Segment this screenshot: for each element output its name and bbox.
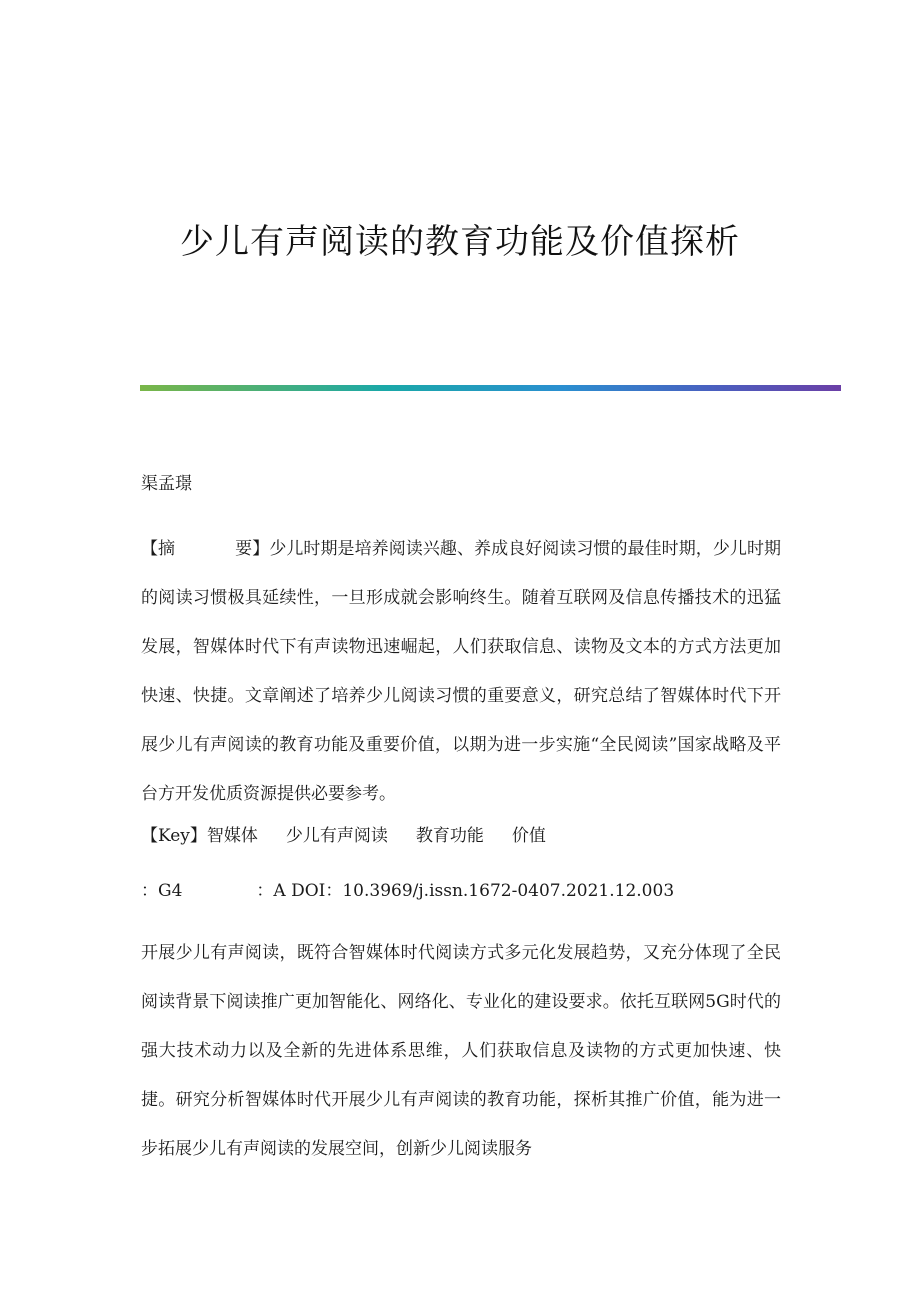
keyword-item: 智媒体 [206,826,258,846]
body-paragraph: 开展少儿有声阅读，既符合智媒体时代阅读方式多元化发展趋势，又充分体现了全民阅读背景下阅读推广更加智能化、网络化、专业化的建设要求。依托互联网5G时代的强大技术动力以及全新的先进体系思维，人们获取信息及读物的方式更加快速、快捷。研究分析智媒体时代开展少儿有声阅读的教育功能，探析其推广价值，能为进一步拓展少儿有声阅读的发展空间，创新少儿阅读服务 [141,943,781,1159]
abstract-text: 少儿时期是培养阅读兴趣、养成良好阅读习惯的最佳时期，少儿时期的阅读习惯极具延续性，一旦形成就会影响终生。随着互联网及信息传播技术的迅猛发展，智媒体时代下有声读物迅速崛起，人们获取信息、读物及文本的方式方法更加快速、快捷。文章阐述了培养少儿阅读习惯的重要意义，研究总结了智媒体时代下开展少儿有声阅读的教育功能及重要价值，以期为进一步实施“全民阅读”国家战略及平台方开发优质资源提供必要参考。 [141,539,782,804]
class-number: ：G4 [141,881,183,901]
keyword-item: 价值 [511,826,546,846]
abstract-block [141,525,781,819]
keyword-item: 教育功能 [415,826,484,846]
document-title: 少儿有声阅读的教育功能及价值探析 [180,222,740,262]
abstract-label-open: 【摘 [141,539,176,559]
classification-line [141,877,781,905]
abstract-label-close: 要】 [235,539,270,559]
author-name: 渠孟璟 [141,474,192,494]
keywords-label: 【Key】 [141,826,207,846]
keyword-item: 少儿有声阅读 [285,826,388,846]
keywords-line [141,822,781,850]
doi-text: ：A DOI：10.3969/j.issn.1672-0407.2021.12.003 [256,881,675,901]
title-divider [140,385,841,391]
